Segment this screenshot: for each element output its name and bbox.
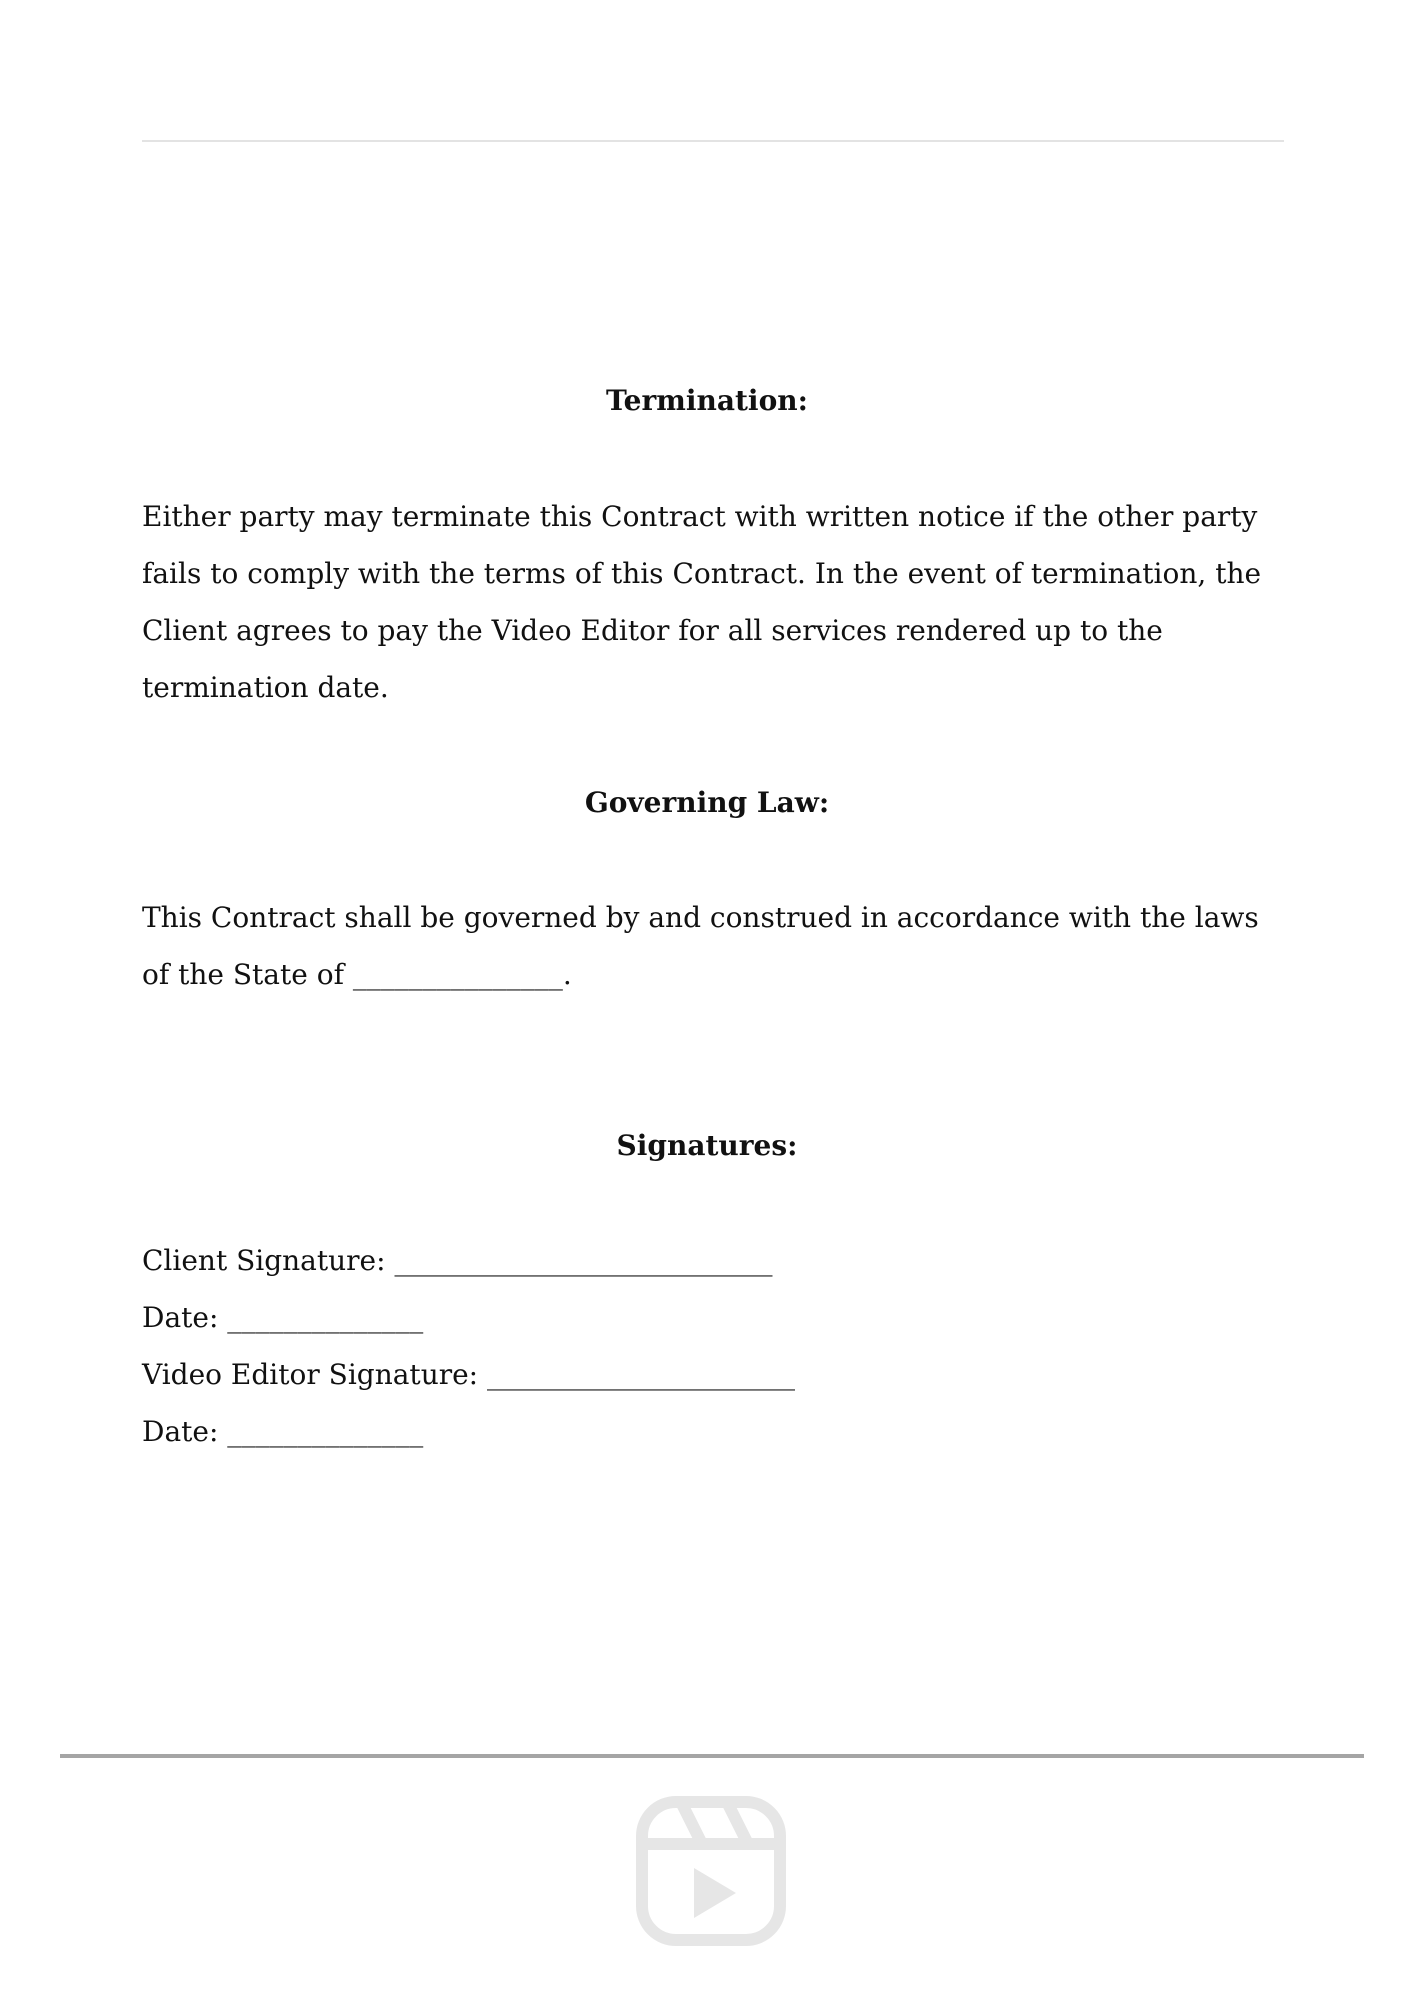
governing-law-paragraph: This Contract shall be governed by and construed in accordance with the laws of the State of _______________. [142,901,1259,991]
header-divider [142,140,1284,142]
video-reels-icon [636,1796,786,1946]
video-editor-signature-line: Video Editor Signature: ______________________ [142,1358,796,1391]
termination-paragraph: Either party may terminate this Contract with written notice if the other party fails to comply with the terms of this Contract. In the event of termination, the Client agrees to pay the Video Editor for all services rendered up to the termination date. [142,500,1262,704]
signatures-heading: Signatures: [616,1129,798,1162]
video-editor-date-line: Date: ______________ [142,1415,424,1448]
footer-divider [60,1754,1364,1758]
termination-heading: Termination: [606,384,808,417]
client-date-line: Date: ______________ [142,1301,424,1334]
client-signature-line: Client Signature: ___________________________ [142,1244,773,1277]
governing-law-heading: Governing Law: [584,786,830,819]
